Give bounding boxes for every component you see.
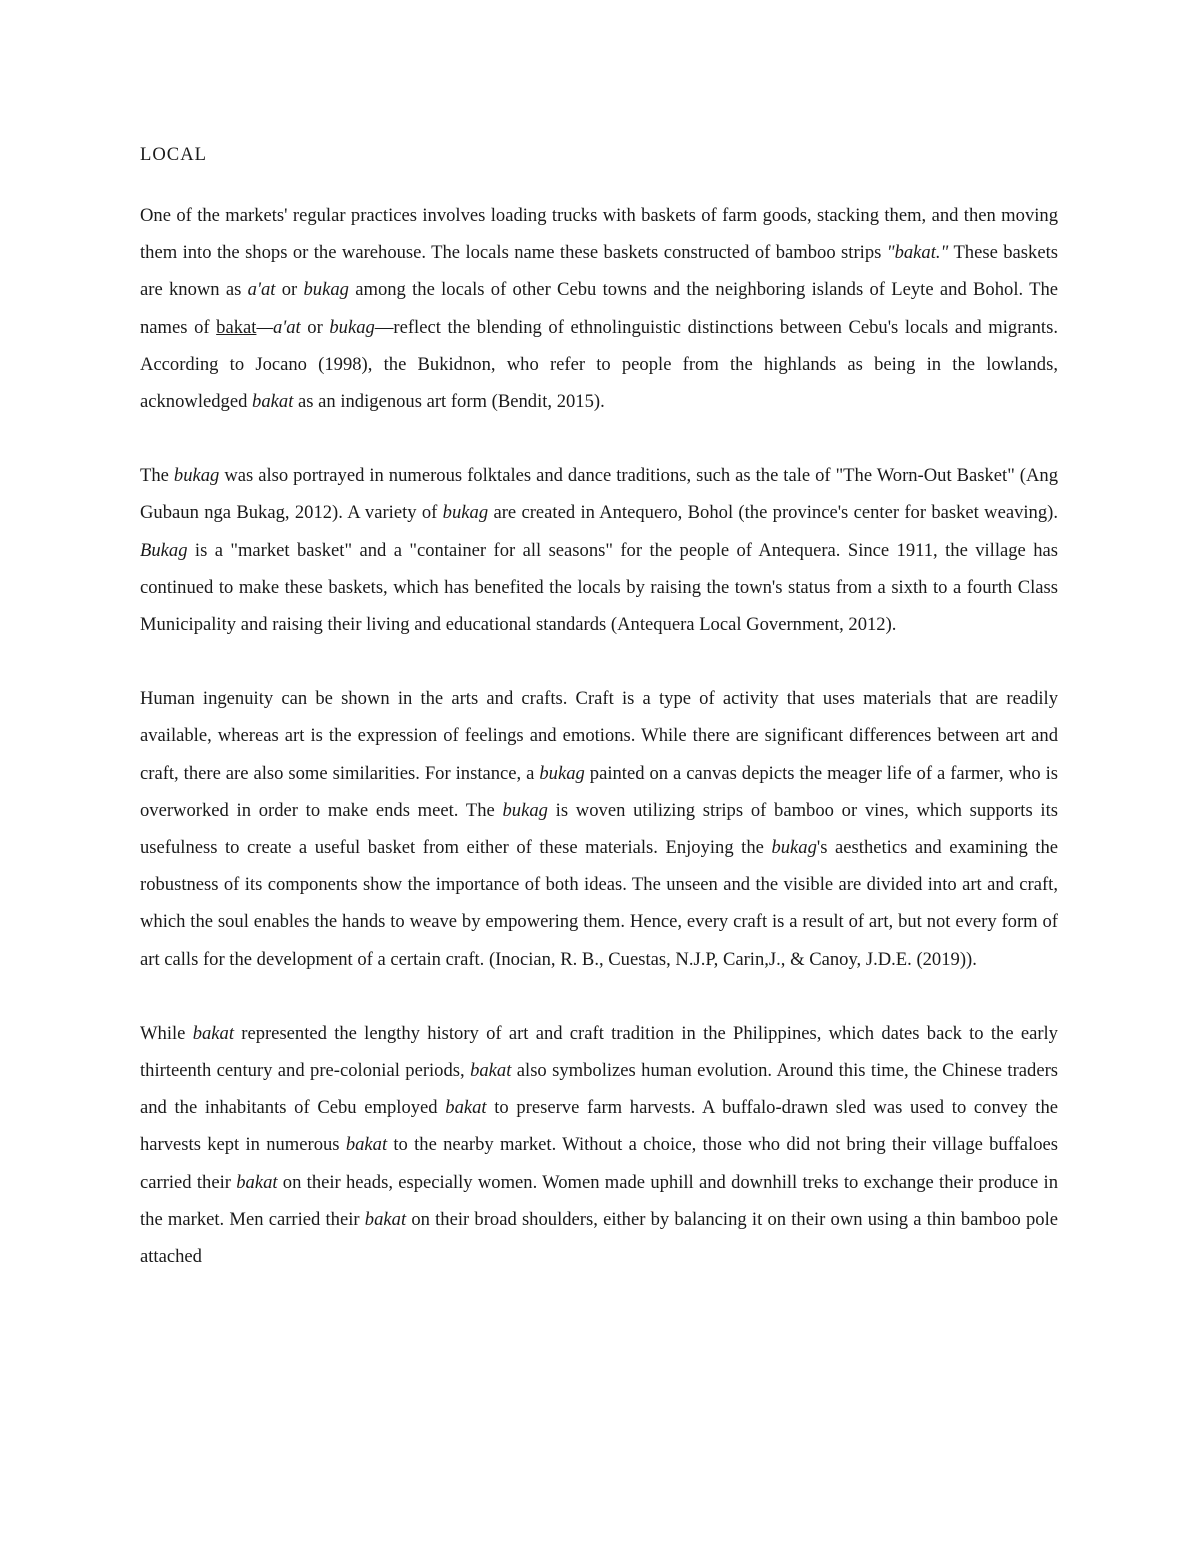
- italic-term: bakat: [364, 1208, 407, 1230]
- italic-term: "bakat.": [886, 242, 949, 264]
- paragraph-text: represented the lengthy history of art and craft tradition in the Philippines, which dates back to the early thirteenth century and pre-colonial periods,: [140, 1022, 1058, 1082]
- paragraph-text: or: [300, 316, 330, 338]
- paragraph-text: One of the markets' regular practices involves loading trucks with baskets of farm goods, stacking them, and then moving them into the shops or the warehouse. The locals name these baskets constructed of bamboo strips: [140, 205, 1058, 264]
- paragraph-text: —reflect the blending of ethnolinguistic distinctions between Cebu's locals and migrants. According to Jocano (1998), the Bukidnon, who refer to people from the highlands as being in the lowlands, acknowledged: [140, 316, 1058, 413]
- italic-term: bukag: [442, 502, 489, 524]
- paragraph-text: are created in Antequero, Bohol (the province's center for basket weaving).: [488, 502, 1058, 524]
- paragraph-2: [140, 457, 1058, 643]
- paragraph-3: [140, 680, 1058, 978]
- italic-term: Bukag: [140, 539, 188, 561]
- italic-term: bakat: [236, 1171, 278, 1193]
- italic-term: a'at: [247, 279, 276, 301]
- italic-term: bukag: [502, 799, 548, 821]
- paragraph-text: as an indigenous art form (Bendit, 2015).: [293, 391, 605, 413]
- italic-term: bakat: [445, 1097, 487, 1119]
- italic-term: bakat: [192, 1022, 234, 1044]
- paragraph-text: or: [275, 279, 304, 301]
- paragraph-text: was also portrayed in numerous folktales and dance traditions, such as the tale of "The Worn-Out Basket" (Ang Gubaun nga Bukag, 2012). A variety of: [140, 465, 1059, 524]
- paragraph-text: to preserve farm harvests. A buffalo-drawn sled was used to convey the harvests kept in numerous: [140, 1097, 1058, 1156]
- paragraph-text: on their broad shoulders, either by balancing it on their own using a thin bamboo pole attached: [140, 1208, 1058, 1268]
- paragraph-text: These baskets are known as: [140, 242, 1058, 301]
- italic-term: bukag: [173, 465, 220, 487]
- italic-term: bakat: [252, 391, 294, 413]
- paragraph-text: on their heads, especially women. Women made uphill and downhill treks to exchange their produce in the market. Men carried their: [140, 1171, 1059, 1230]
- paragraph-1: [140, 197, 1058, 420]
- paragraph-text: While: [140, 1022, 193, 1044]
- paragraph-text: The: [140, 465, 174, 487]
- paragraph-text: to the nearby market. Without a choice, those who did not bring their village buffaloes carried their: [140, 1134, 1058, 1193]
- italic-term: bukag: [771, 837, 817, 859]
- paragraph-text: also symbolizes human evolution. Around this time, the Chinese traders and the inhabitants of Cebu employed: [140, 1060, 1059, 1119]
- paragraph-text: Human ingenuity can be shown in the arts and crafts. Craft is a type of activity that uses materials that are readily available, whereas art is the expression of feelings and emotions. While there are significant differences between art and craft, there are also some similarities. For instance, a: [140, 688, 1058, 784]
- paragraph-text: 's aesthetics and examining the robustness of its components show the importance of both ideas. The unseen and the visible are divided into art and craft, which the soul enables the hands to weave by empowering them. Hence, every craft is a result of art, but not every form of art calls for the development of a certain craft. (Inocian, R. B., Cuestas, N.J.P, Carin,J., & Canoy, J.D.E. (2019)).: [140, 837, 1059, 970]
- paragraph-text: painted on a canvas depicts the meager life of a farmer, who is overworked in order to make ends meet. The: [140, 762, 1059, 821]
- italic-term: bakat: [470, 1060, 512, 1082]
- italic-term: bukag: [539, 762, 585, 784]
- paragraph-text: is a "market basket" and a "container for all seasons" for the people of Antequera. Since 1911, the village has continued to make these baskets, which has benefited the locals by raising the town's status from a sixth to a fourth Class Municipality and raising their living and educational standards (Antequera Local Government, 2012).: [140, 539, 1058, 636]
- italic-term: bakat: [345, 1134, 388, 1156]
- underlined-term: bakat: [216, 316, 257, 338]
- italic-term: bukag: [329, 316, 375, 338]
- paragraph-text: is woven utilizing strips of bamboo or vines, which supports its usefulness to create a useful basket from either of these materials. Enjoying the: [140, 799, 1058, 859]
- paragraph-text: among the locals of other Cebu towns and the neighboring islands of Leyte and Bohol. The names of: [140, 279, 1058, 338]
- italic-term: —a'at: [256, 316, 301, 338]
- paragraph-4: [140, 1015, 1058, 1275]
- italic-term: bukag: [303, 279, 349, 301]
- section-heading: LOCAL: [140, 144, 207, 165]
